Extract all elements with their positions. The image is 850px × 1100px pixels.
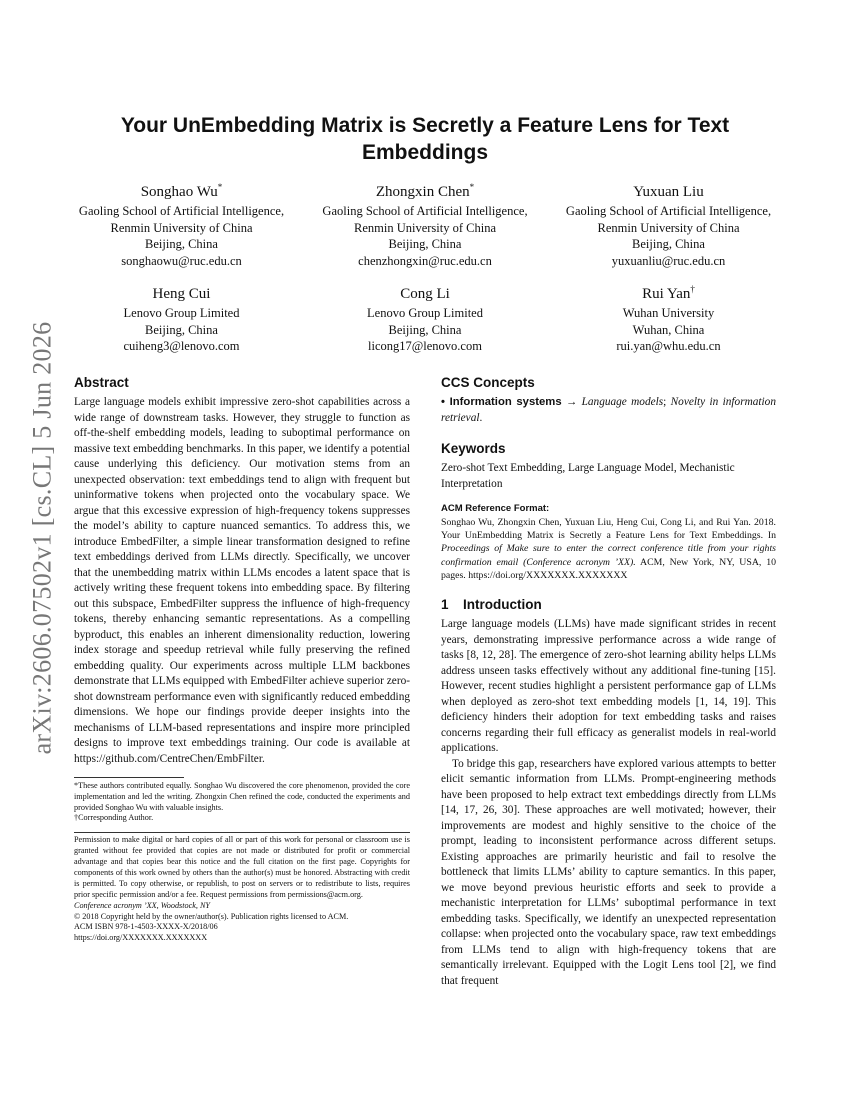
keywords-heading: Keywords: [441, 441, 506, 456]
author-card: [561, 280, 776, 355]
author-email[interactable]: cuiheng3@lenovo.com: [123, 339, 240, 353]
author-mark: *: [469, 182, 475, 192]
author-location: Beijing, China: [145, 237, 218, 251]
acm-reference: [441, 502, 776, 582]
abstract-heading: Abstract: [74, 375, 129, 390]
author-name: Rui Yan: [642, 286, 691, 302]
author-name: Heng Cui: [152, 286, 211, 302]
section-number: 1: [441, 597, 449, 613]
ccs-separator: ;: [663, 396, 667, 408]
doi-line[interactable]: https://doi.org/XXXXXXX.XXXXXXX: [74, 933, 208, 943]
ccs-concepts: [441, 395, 776, 426]
footnote-equal-contribution: *These authors contributed equally. Songhao Wu discovered the core phenomenon, provided the core implementation and led the writing. Zhongxin Chen refined the code, conducted the experiments and provided Songhao Wu with valuable insights.: [74, 781, 410, 812]
author-location: Beijing, China: [388, 322, 462, 337]
section-title: Introduction: [463, 597, 542, 613]
author-affiliation: Gaoling School of Artificial Intelligence, Renmin University of China: [565, 204, 772, 235]
author-card: [561, 178, 776, 269]
acm-reference-label: ACM Reference Format:: [441, 503, 550, 514]
arxiv-identifier: arXiv:2606.07502v1 [cs.CL] 5 Jun 2026: [27, 321, 56, 754]
author-email[interactable]: licong17@lenovo.com: [368, 339, 482, 353]
author-name: Cong Li: [400, 286, 450, 302]
author-name: Songhao Wu: [140, 184, 218, 200]
author-row-2: [74, 280, 776, 355]
author-card: [318, 280, 533, 355]
footnote-corresponding: †Corresponding Author.: [74, 813, 154, 823]
keywords-text: Zero-shot Text Embedding, Large Language Model, Mechanistic Interpretation: [441, 462, 735, 490]
ccs-arrow: →: [565, 396, 578, 408]
author-affiliation: Gaoling School of Artificial Intelligence, Renmin University of China: [322, 204, 528, 235]
author-email[interactable]: chenzhongxin@ruc.edu.cn: [358, 253, 492, 268]
isbn-line: ACM ISBN 978-1-4503-XXXX-X/2018/06: [74, 922, 218, 932]
left-column: [74, 374, 410, 944]
author-name: Zhongxin Chen: [375, 184, 470, 200]
acm-reference-text: [441, 516, 776, 582]
copyright-line: © 2018 Copyright held by the owner/author(s). Publication rights licensed to ACM.: [74, 911, 349, 921]
conference-line: Conference acronym ’XX, Woodstock, NY: [74, 900, 210, 910]
acm-reference-venue: Proceedings of Make sure to enter the correct conference title from your rights confirmation email (Conference acronym ’XX).: [441, 543, 776, 568]
paper-title: Your UnEmbedding Matrix is Secretly a Feature Lens for Text Embeddings: [120, 114, 730, 164]
author-affiliation: Lenovo Group Limited: [123, 306, 240, 320]
introduction-paragraph-2: To bridge this gap, researchers have explored various attempts to better elicit semantic information from LLMs. Prompt-engineering methods have been proposed to help extract text embeddings directly from LLMs [14, 17, 26, 30]. These approaches are well motivated; however, their improvements are modest and highly sensitive to the choice of the prompt, leading to inconsistent performance across different setups. Existing approaches are primarily heuristic and fail to resolve the bottleneck that limits LLMs’ ability to capture semantics. In this paper, we move beyond previous heuristic efforts and seek to provide a mechanistic interpretation for LLMs’ suboptimal performance in text embedding tasks. Specifically, we identify an unexpected representation collapse: when projected onto the vocabulary space, raw text embeddings from LLMs tend to align with high-frequency tokens that are semantically irrelevant. Equipped with the Logit Lens tool [2], we find that frequent: [441, 757, 776, 987]
author-email[interactable]: yuxuanliu@ruc.edu.cn: [611, 253, 726, 268]
permission-text: Permission to make digital or hard copies of all or part of this work for personal or classroom use is granted without fee provided that copies are not made or distributed for profit or commercial advantage and that copies bear this notice and the full citation on the first page. Copyrights for components of this work owned by others than the author(s) must be honored. Abstracting with credit is permitted. To copy otherwise, or republish, to post on servers or to redistribute to lists, requires prior specific permission and/or a fee. Request permissions from permissions@acm.org.: [74, 835, 410, 899]
author-row-1: [74, 178, 776, 269]
ccs-bullet: • Information systems: [441, 396, 562, 408]
ccs-heading: CCS Concepts: [441, 375, 535, 390]
author-affiliation: Wuhan University: [622, 306, 715, 320]
footnote-rule: [74, 777, 184, 778]
author-location: Beijing, China: [145, 322, 218, 337]
introduction-heading: [441, 596, 776, 614]
author-block: [74, 178, 776, 366]
author-card: [318, 178, 533, 269]
author-email[interactable]: songhaowu@ruc.edu.cn: [121, 253, 242, 268]
abstract-text: Large language models exhibit impressive zero-shot capabilities across a wide range of downstream tasks. However, they struggle to function as off-the-shelf embedding models, leading to suboptimal performance on massive text embedding benchmarks. In this paper, we identify a potential cause underlying this deficiency. Our motivation stems from an unexpected observation: text embeddings tend to align with frequent but uninformative tokens when projected onto the vocabulary space. We argue that this excessive expression of high-frequency tokens suppresses the model’s ability to capture nuanced semantics. To address this, we introduce EmbedFilter, a simple linear transformation designed to refine text embeddings derived from LLMs directly. Specifically, we uncover that the unembedding matrix within LLMs encodes a latent space that is actively writing these frequent tokens into embedding space. By filtering out this subspace, EmbedFilter suppress the influence of high-frequency tokens, thereby enhancing semantic representations. As a compelling byproduct, this enables an inherent dimensionality reduction, lowering index storage and speedup retrieval while fully preserving the refined embedding quality. Our experiments across multiple LLM backbones demonstrate that LLMs equipped with EmbedFilter achieve superior zero-shot downstream performance even with significantly reduced embedding dimensions. We hope our findings provide deeper insights into the mechanisms of LLM-based representations and inspire more principled designs to improve text embeddings training. Our code is available at https://github.com/CentreChen/EmbFilter.: [74, 396, 410, 765]
keywords-section: [441, 440, 776, 492]
acm-reference-pre: Songhao Wu, Zhongxin Chen, Yuxuan Liu, Heng Cui, Cong Li, and Rui Yan. 2018. Your UnEmbedding Matrix is Secretly a Feature Lens for Text Embeddings. In: [441, 517, 776, 542]
ccs-item-novelty: Novelty in information retrieval: [441, 396, 776, 424]
author-location: Beijing, China: [632, 237, 705, 251]
author-name: Yuxuan Liu: [633, 184, 704, 200]
ccs-item-language-models: Language models: [581, 396, 664, 408]
author-mark: †: [690, 284, 695, 294]
author-email[interactable]: rui.yan@whu.edu.cn: [616, 339, 721, 353]
author-affiliation: Lenovo Group Limited: [367, 306, 483, 320]
author-mark: *: [217, 182, 223, 192]
ccs-end: .: [479, 411, 483, 424]
author-card: [74, 280, 289, 355]
author-location: Wuhan, China: [632, 322, 705, 337]
permission-rule: [74, 832, 410, 833]
author-affiliation: Gaoling School of Artificial Intelligence, Renmin University of China: [78, 204, 285, 235]
author-card: [74, 178, 289, 269]
introduction-paragraph-1: Large language models (LLMs) have made significant strides in recent years, demonstrating impressive performance across a wide range of tasks [8, 12, 28]. The emergence of zero-shot learning ability helps LLMs address unseen tasks effectively without any additional fine-tuning [15]. However, recent studies highlight a persistent performance gap of LLMs when deployed as zero-shot text embedding models [1, 14, 19]. This deficiency hinders their adoption for text embedding tasks and raises concerns regarding their full efficacy as generalist models in real-world applications.: [441, 618, 776, 755]
acm-reference-post: ACM, New York, NY, USA, 10 pages. https://doi.org/XXXXXXX.XXXXXXX: [441, 556, 777, 581]
right-column: [441, 374, 776, 989]
arxiv-stamp: [22, 315, 62, 760]
author-location: Beijing, China: [388, 237, 462, 251]
introduction-section: [441, 596, 776, 989]
